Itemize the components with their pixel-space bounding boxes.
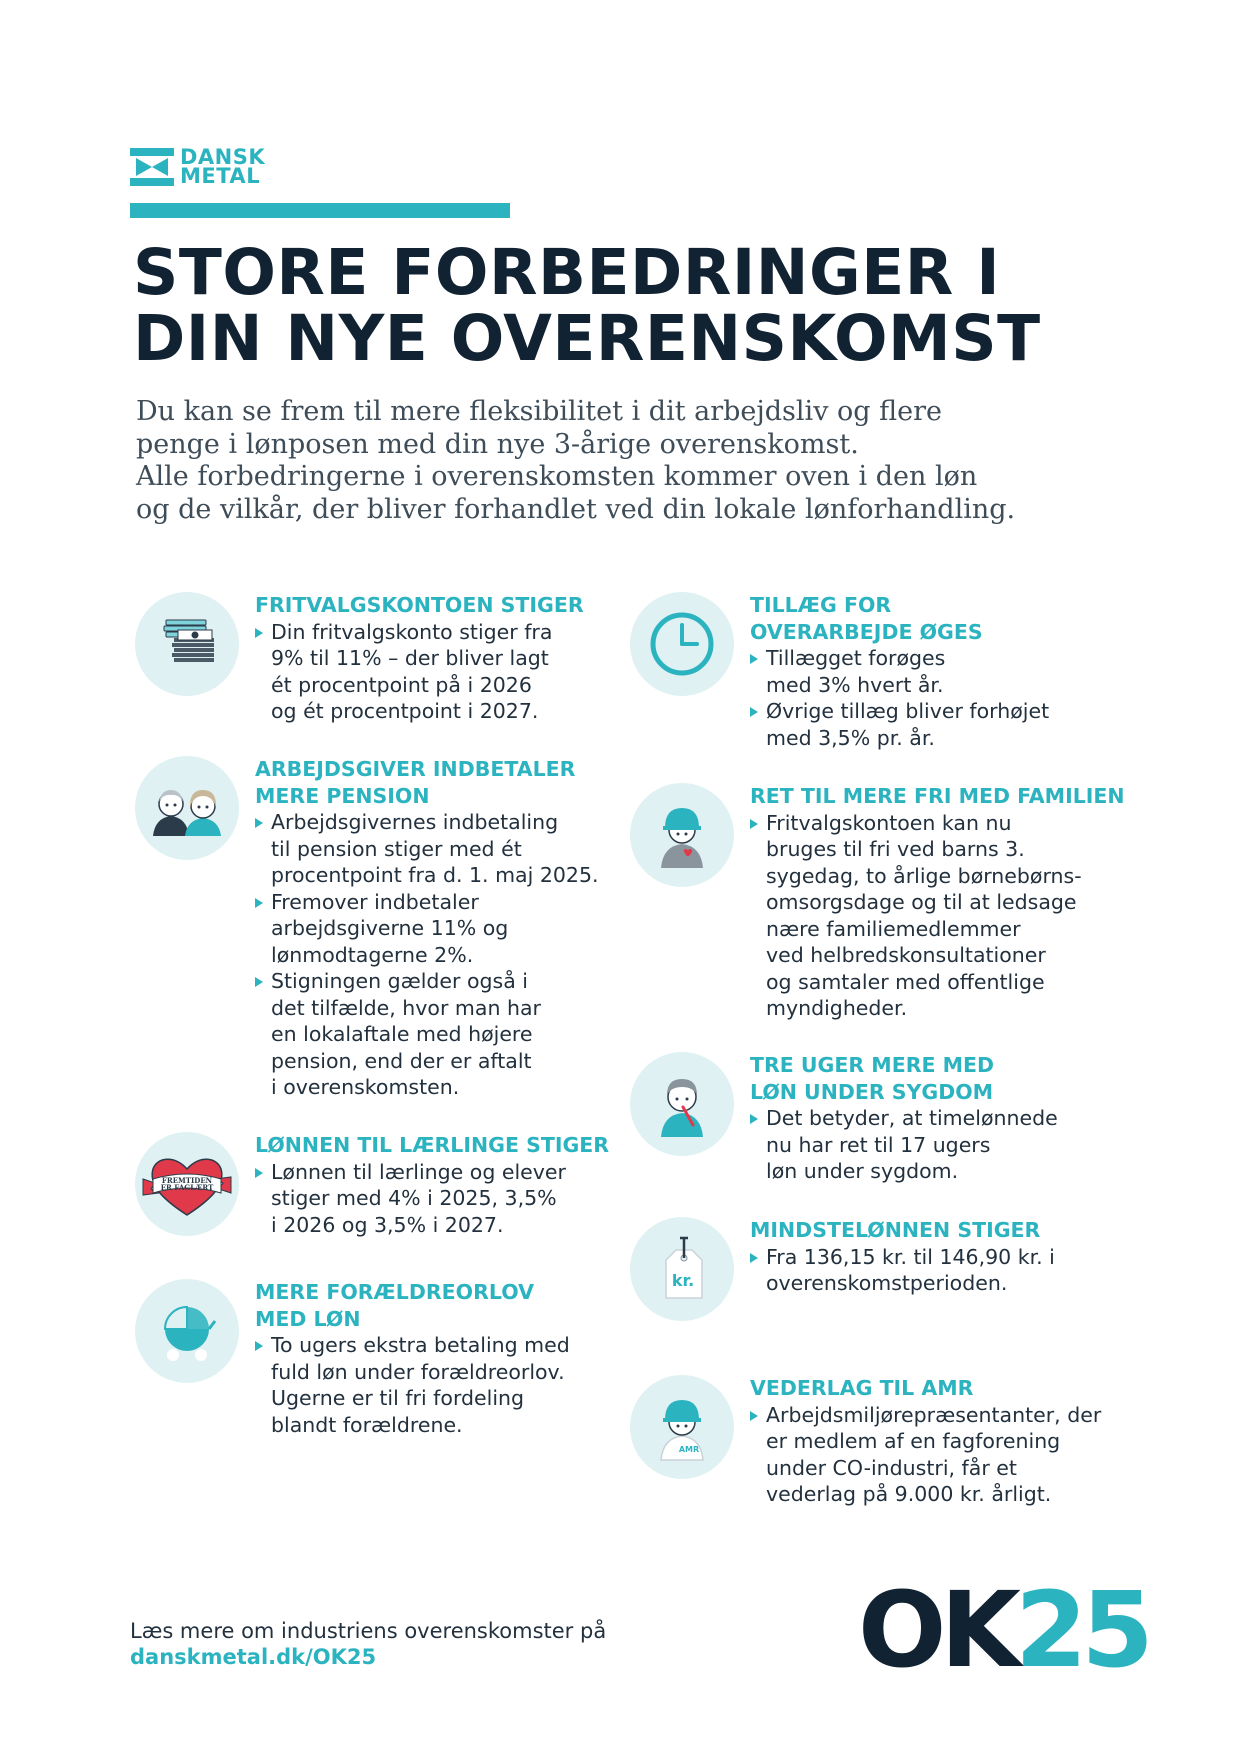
bullet-line: det tilfælde, hvor man har xyxy=(271,995,541,1020)
item-title-line: MINDSTELØNNEN STIGER xyxy=(750,1218,1041,1242)
item-overarbejde xyxy=(630,592,1049,751)
bullet-line: Din fritvalgskonto stiger fra xyxy=(271,619,553,644)
item-title xyxy=(750,1375,1101,1402)
title-line-1: STORE FORBEDRINGER I xyxy=(133,236,1001,309)
logo-line-2: METAL xyxy=(180,164,261,188)
ok25-logo-ok: OK xyxy=(858,1569,1015,1691)
bullet-line: nære familiemedlemmer xyxy=(766,916,1021,941)
bullet-line: med 3,5% pr. år. xyxy=(766,725,935,750)
bullet-item xyxy=(750,698,1049,751)
stroller-icon xyxy=(135,1279,239,1383)
title-line-2: DIN NYE OVERENSKOMST xyxy=(133,302,1041,375)
intro-line: Alle forbedringerne i overenskomsten kommer oven i den løn xyxy=(136,461,978,492)
bullet-item xyxy=(750,1105,1058,1185)
bullet-line: i overenskomsten. xyxy=(271,1075,460,1099)
bullet-item xyxy=(750,810,1125,1022)
item-title-line: TRE UGER MERE MED xyxy=(750,1053,995,1077)
footer-link[interactable]: danskmetal.dk/OK25 xyxy=(130,1645,377,1669)
bullet-line: ét procentpoint på i 2026 xyxy=(271,672,532,697)
bullet-line: og samtaler med offentlige xyxy=(766,969,1045,994)
bullet-line: omsorgsdage og til at ledsage xyxy=(766,890,1077,914)
bullet-line: Stigningen gælder også i xyxy=(271,969,528,993)
bullet-line: Fremover indbetaler xyxy=(271,889,479,914)
bullet-line: vederlag på 9.000 kr. årligt. xyxy=(766,1482,1052,1506)
dansk-metal-mark-icon xyxy=(130,148,174,186)
banner-text: ER FAGLÆRT xyxy=(160,1183,214,1192)
page-title xyxy=(133,236,1041,375)
item-title-line: FRITVALGSKONTOEN STIGER xyxy=(255,593,584,617)
bullet-line: Det betyder, at timelønnede xyxy=(766,1106,1058,1130)
item-title xyxy=(255,592,584,619)
footer-text: Læs mere om industriens overenskomster på xyxy=(130,1619,607,1643)
item-fritvalgskonto xyxy=(135,592,584,725)
item-title xyxy=(255,1132,609,1159)
worker-heart-icon xyxy=(630,783,734,887)
item-amr xyxy=(630,1375,1101,1508)
banner-text: FREMTIDEN xyxy=(161,1176,213,1185)
bullet-line: fuld løn under forældreorlov. xyxy=(271,1359,565,1384)
bullet-line: under CO-industri, får et xyxy=(766,1455,1017,1480)
item-title xyxy=(750,1052,1058,1105)
item-title xyxy=(255,1279,570,1332)
bullet-item xyxy=(255,889,599,969)
item-title xyxy=(750,783,1125,810)
bullet-line: stiger med 4% i 2025, 3,5% xyxy=(271,1186,557,1210)
price-tag-icon xyxy=(630,1217,734,1321)
bullet-item xyxy=(750,1244,1055,1297)
item-title-line: RET TIL MERE FRI MED FAMILIEN xyxy=(750,784,1125,808)
item-title-line: MERE PENSION xyxy=(255,783,430,808)
bullet-item xyxy=(255,809,599,889)
bullet-item xyxy=(255,1332,570,1438)
item-pension xyxy=(135,756,599,1101)
bullet-line: Øvrige tillæg bliver forhøjet xyxy=(766,699,1050,723)
bullet-line: lønmodtagerne 2%. xyxy=(271,942,474,967)
bullet-item xyxy=(255,968,599,1101)
bullet-line: Ugerne er til fri fordeling xyxy=(271,1386,525,1410)
intro-paragraph xyxy=(136,396,1076,526)
bullet-line: til pension stiger med ét xyxy=(271,836,522,861)
item-title-line: MED LØN xyxy=(255,1306,361,1331)
heart-banner-icon xyxy=(135,1132,239,1236)
intro-line: Du kan se frem til mere fleksibilitet i dit arbejdsliv og flere xyxy=(136,396,943,427)
item-title xyxy=(750,592,1049,645)
item-familien xyxy=(630,783,1125,1022)
bullet-line: overenskomstperioden. xyxy=(766,1271,1008,1295)
item-title-line: TILLÆG FOR xyxy=(750,593,892,617)
item-foraeldreorlov xyxy=(135,1279,570,1438)
accent-bar xyxy=(130,203,510,218)
logo-line-1: DANSK xyxy=(180,145,266,169)
bullet-line: nu har ret til 17 ugers xyxy=(766,1132,991,1157)
ok25-logo xyxy=(858,1569,1148,1691)
bullet-line: myndigheder. xyxy=(766,996,908,1020)
item-title xyxy=(255,756,599,809)
item-title-line: ARBEJDSGIVER INDBETALER xyxy=(255,757,576,781)
bullet-line: i 2026 og 3,5% i 2027. xyxy=(271,1212,504,1237)
bullet-line: Arbejdsgivernes indbetaling xyxy=(271,810,559,834)
bullet-item xyxy=(750,645,1049,698)
bullet-line: pension, end der er aftalt xyxy=(271,1048,532,1073)
bullet-line: og ét procentpoint i 2027. xyxy=(271,699,539,723)
bullet-line: arbejdsgiverne 11% og xyxy=(271,916,509,940)
bullet-item xyxy=(750,1402,1101,1508)
money-stack-icon xyxy=(135,592,239,696)
item-laerlinge xyxy=(135,1132,609,1238)
item-mindsteloen xyxy=(630,1217,1055,1321)
clock-icon xyxy=(630,592,734,696)
intro-line: penge i lønposen med din nye 3-årige overenskomst. xyxy=(136,428,859,460)
dansk-metal-logo xyxy=(130,145,266,188)
bullet-item xyxy=(255,1159,609,1239)
bullet-line: med 3% hvert år. xyxy=(766,672,944,697)
bullet-line: ved helbredskonsultationer xyxy=(766,943,1046,967)
bullet-line: Fra 136,15 kr. til 146,90 kr. i xyxy=(766,1244,1055,1269)
item-title-line: VEDERLAG TIL AMR xyxy=(750,1376,974,1400)
item-title-line: MERE FORÆLDREORLOV xyxy=(255,1280,534,1304)
badge-text: AMR xyxy=(678,1445,700,1454)
bullet-line: en lokalaftale med højere xyxy=(271,1022,533,1046)
footer xyxy=(130,1618,606,1670)
item-title-line: OVERARBEJDE ØGES xyxy=(750,619,983,644)
bullet-line: Lønnen til lærlinge og elever xyxy=(271,1159,566,1184)
bullet-line: 9% til 11% – der bliver lagt xyxy=(271,646,549,670)
logo-text xyxy=(180,145,266,188)
sick-person-icon xyxy=(630,1052,734,1156)
bullet-item xyxy=(255,619,584,725)
ok25-logo-number: 25 xyxy=(1015,1569,1148,1691)
item-title-line: LØN UNDER SYGDOM xyxy=(750,1079,994,1104)
bullet-line: sygedag, to årlige børnebørns- xyxy=(766,863,1082,888)
bullet-line: blandt forældrene. xyxy=(271,1412,463,1437)
bullet-line: procentpoint fra d. 1. maj 2025. xyxy=(271,863,599,887)
elderly-couple-icon xyxy=(135,756,239,860)
bullet-line: løn under sygdom. xyxy=(766,1159,959,1183)
bullet-line: Fritvalgskontoen kan nu xyxy=(766,810,1012,835)
bullet-line: Tillægget forøges xyxy=(766,646,946,670)
item-title xyxy=(750,1217,1055,1244)
tag-text: kr. xyxy=(671,1271,695,1290)
bullet-line: To ugers ekstra betaling med xyxy=(271,1333,570,1357)
item-sygdom xyxy=(630,1052,1058,1185)
item-title-line: LØNNEN TIL LÆRLINGE STIGER xyxy=(255,1133,610,1157)
intro-line: og de vilkår, der bliver forhandlet ved din lokale lønforhandling. xyxy=(136,493,1016,525)
bullet-line: bruges til fri ved barns 3. xyxy=(766,837,1025,861)
amr-worker-icon xyxy=(630,1375,734,1479)
bullet-line: er medlem af en fagforening xyxy=(766,1429,1061,1453)
bullet-line: Arbejdsmiljørepræsentanter, der xyxy=(766,1402,1102,1427)
